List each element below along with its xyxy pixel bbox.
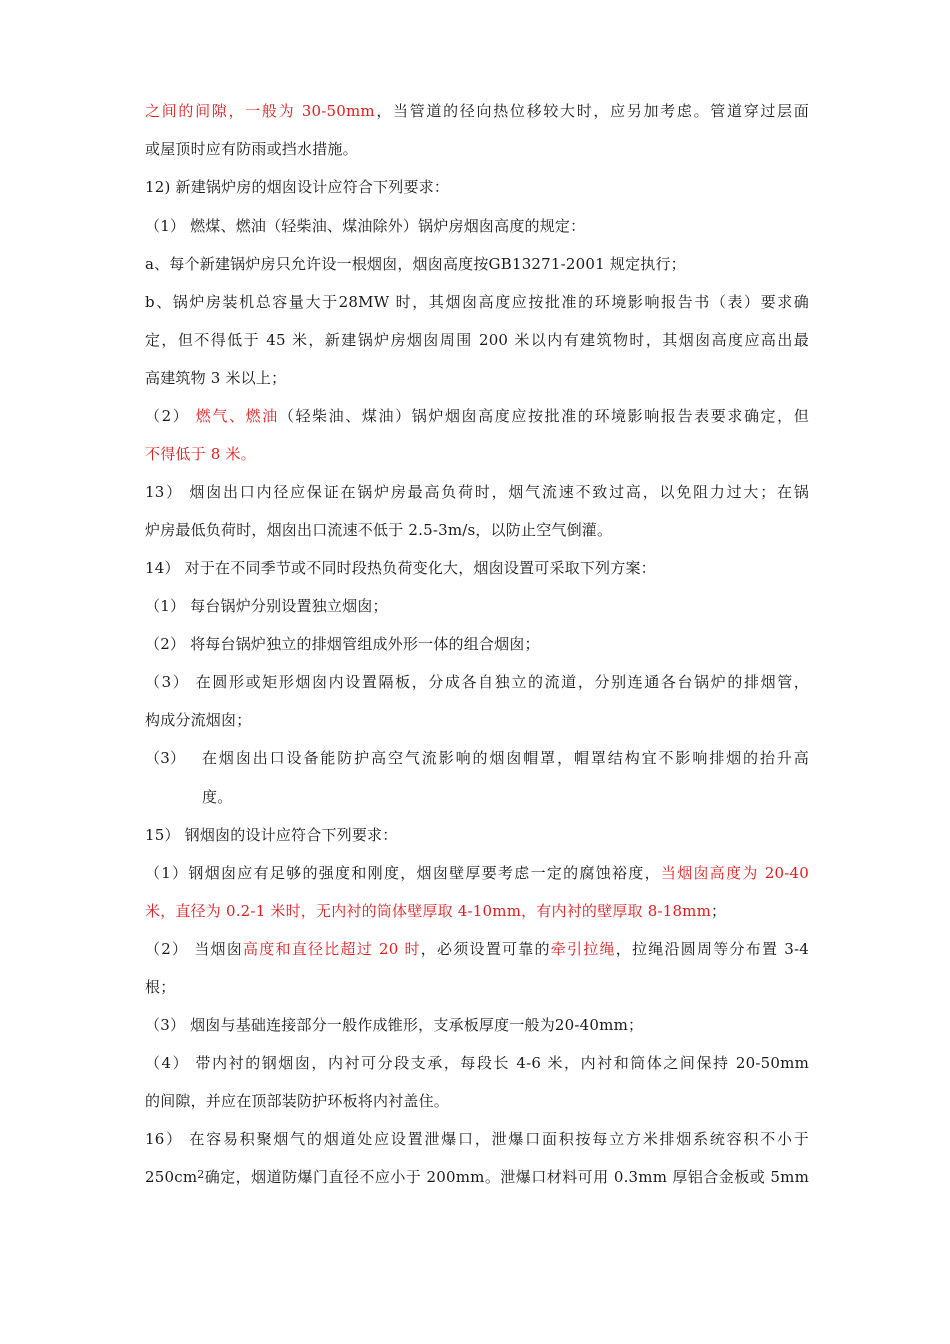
body-text: （2） 当烟囱 (145, 940, 244, 958)
list-item: （1） 燃煤、燃油（轻柴油、煤油除外）锅炉房烟囱高度的规定： (145, 217, 586, 235)
paragraph-line: 度。 (202, 788, 233, 806)
superscript: 2 (197, 1168, 205, 1181)
list-item (145, 863, 809, 883)
body-text: ； (711, 902, 727, 920)
list-item: （4） 带内衬的钢烟囱，内衬可分段支承，每段长 4-6 米，内衬和筒体之间保持 20-50mm (145, 1054, 809, 1072)
paragraph-line: b、锅炉房装机总容量大于28MW 时，其烟囱高度应按批准的环境影响报告书（表）要求确 (145, 293, 809, 311)
highlight-text: 米，直径为 0.2-1 米时，无内衬的筒体壁厚取 4-10mm，有内衬的壁厚取 8-18mm (145, 902, 712, 920)
section-heading-13: 13） 烟囱出口内径应保证在锅炉房最高负荷时，烟气流速不致过高，以免阻力过大；在锅 (145, 483, 809, 501)
highlight-text: 高度和直径比超过 20 时 (243, 940, 421, 958)
list-item: （1） 每台锅炉分别设置独立烟囱； (145, 597, 388, 615)
highlight-text: 之间的间隙，一般为 30-50mm (145, 102, 375, 120)
body-text: 确定，烟道防爆门直径不应小于 200mm。泄爆口材料可用 0.3mm 厚铝合金板或 5mm (204, 1168, 809, 1186)
paragraph-line: 定，但不得低于 45 米，新建锅炉房烟囱周围 200 米以内有建筑物时，其烟囱高度应高出最 (145, 331, 809, 349)
list-item: （3） 烟囱与基础连接部分一般作成锥形，支承板厚度一般为20-40mm； (145, 1016, 644, 1034)
section-heading-14: 14） 对于在不同季节或不同时段热负荷变化大，烟囱设置可采取下列方案： (145, 559, 656, 577)
highlight-text: 当烟囱高度为 20-40 (660, 864, 809, 882)
paragraph-line: 高建筑物 3 米以上； (145, 369, 287, 387)
body-text: （1）钢烟囱应有足够的强度和刚度，烟囱壁厚要考虑一定的腐蚀裕度， (145, 864, 661, 882)
list-item (145, 939, 809, 959)
list-item: a、每个新建锅炉房只允许设一根烟囱，烟囱高度按GB13271-2001 规定执行； (145, 255, 686, 273)
section-heading-16: 16） 在容易积聚烟气的烟道处应设置泄爆口，泄爆口面积按每立方米排烟系统容积不小于 (145, 1130, 809, 1148)
paragraph-line (145, 101, 809, 121)
paragraph-line: 炉房最低负荷时，烟囱出口流速不低于 2.5-3m/s，以防止空气倒灌。 (145, 521, 613, 539)
list-item: 在烟囱出口设备能防护高空气流影响的烟囱帽罩，帽罩结构宜不影响排烟的抬升高 (202, 749, 809, 767)
paragraph-line (145, 901, 726, 921)
body-text: ，拉绳沿圆周等分布置 3-4 (615, 940, 809, 958)
highlight-text: 牵引拉绳 (550, 940, 616, 958)
paragraph-line (145, 1167, 809, 1187)
body-text: 250cm (145, 1168, 198, 1186)
body-text: （轻柴油、煤油）锅炉烟囱高度应按批准的环境影响报告表要求确定，但 (278, 407, 809, 425)
list-marker: （2） (145, 407, 196, 425)
paragraph-line (145, 406, 809, 426)
paragraph-line: 的间隙，并应在顶部装防护环板将内衬盖住。 (145, 1092, 450, 1110)
highlight-text: 燃气、燃油 (195, 407, 279, 425)
list-item: （3） 在圆形或矩形烟囱内设置隔板，分成各自独立的流道，分别连通各台锅炉的排烟管， (145, 673, 809, 691)
highlight-text: 不得低于 8 米。 (145, 445, 256, 463)
list-item: （2） 将每台锅炉独立的排烟管组成外形一体的组合烟囱； (145, 635, 540, 653)
body-text: ，必须设置可靠的 (420, 940, 551, 958)
body-text: ，当管道的径向热位移较大时，应另加考虑。管道穿过层面 (374, 102, 810, 120)
section-heading-15: 15） 钢烟囱的设计应符合下列要求： (145, 826, 398, 844)
section-heading-12: 12) 新建锅炉房的烟囱设计应符合下列要求： (145, 178, 450, 196)
paragraph-line: 构成分流烟囱； (145, 711, 252, 729)
paragraph-line: 或屋顶时应有防雨或挡水措施。 (145, 140, 358, 158)
paragraph-line: 根； (145, 978, 176, 996)
list-marker: （3） (145, 749, 186, 767)
